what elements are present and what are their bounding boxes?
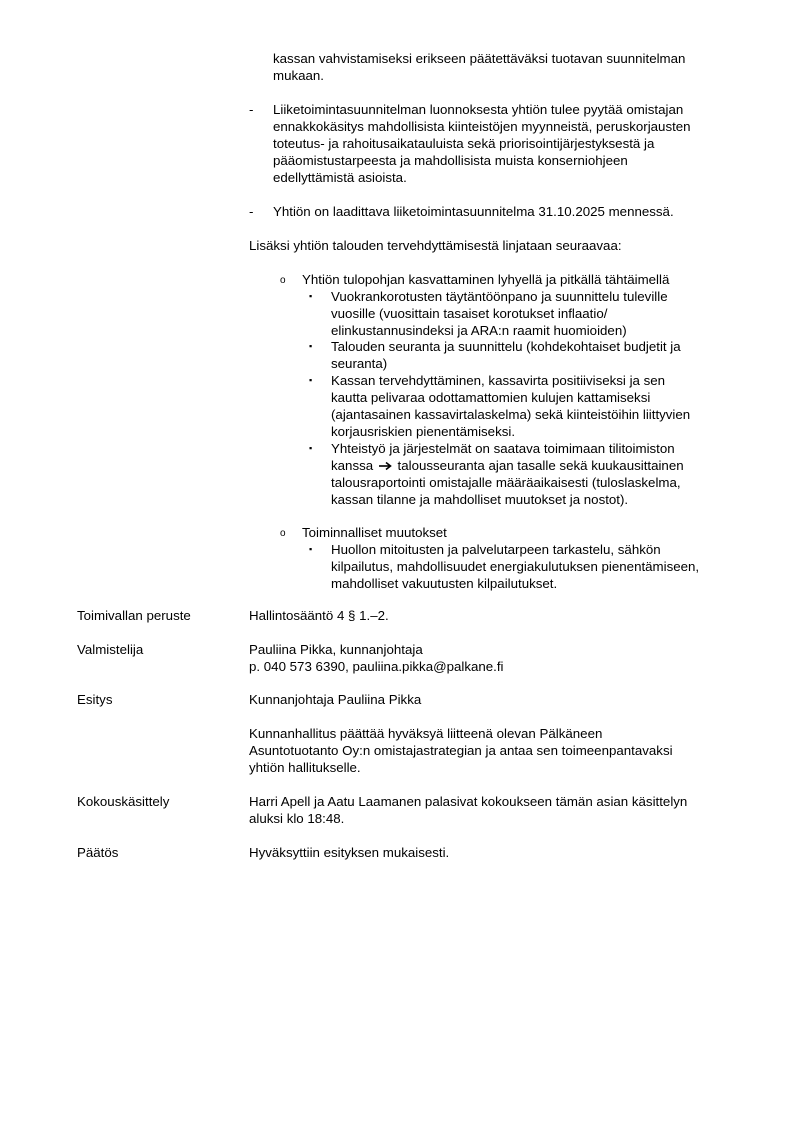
field-value-preparer (249, 641, 504, 675)
text-line: pääomistustarpeesta ja mahdollisista muista konserniohjeen (273, 153, 628, 168)
square-bullet-icon: ▪ (309, 544, 313, 554)
bullet-item (331, 288, 668, 339)
square-bullet-icon: ▪ (309, 375, 313, 385)
text-line: edellyttämistä asioista. (273, 170, 407, 185)
text-line: p. 040 573 6390, pauliina.pikka@palkane.fi (249, 659, 504, 674)
text-line: kautta pelivaraa odottamattomien kulujen kattamiseksi (331, 390, 651, 405)
text-line: elinkustannusindeksi ja ARA:n raamit huomioiden) (331, 323, 627, 338)
text-line: Asuntotuotanto Oy:n omistajastrategian ja antaa sen toimeenpantavaksi (249, 743, 673, 758)
bullet-item (331, 338, 681, 372)
field-value-decision (249, 844, 449, 861)
field-label-preparer: Valmistelija (77, 642, 144, 657)
text-line: Harri Apell ja Aatu Laamanen palasivat kokoukseen tämän asian käsittelyn (249, 794, 688, 809)
bullet-item (331, 541, 699, 592)
dash-marker: - (249, 204, 254, 219)
text-line: kassan vahvistamiseksi erikseen päätettäväksi tuotavan suunnitelman (273, 51, 686, 66)
text-line: korjausriskien pienentämiseksi. (331, 424, 516, 439)
text-line: Liiketoimintasuunnitelman luonnoksesta yhtiön tulee pyytää omistajan (273, 102, 684, 117)
square-bullet-icon: ▪ (309, 291, 313, 301)
text-line: Yhtiön on laadittava liiketoimintasuunnitelma 31.10.2025 mennessä. (273, 204, 674, 219)
text-line: toteutus- ja rahoitusaikatauluista sekä priorisointijärjestyksestä ja (273, 136, 655, 151)
text-fragment: talousseuranta ajan tasalle sekä kuukausittainen (397, 458, 684, 473)
text-line: Pauliina Pikka, kunnanjohtaja (249, 642, 423, 657)
text-line: seuranta) (331, 356, 388, 371)
field-value-authority (249, 607, 389, 624)
text-line: vuosille (vuosittain tasaiset korotukset inflaatio/ (331, 306, 608, 321)
right-arrow-icon (378, 461, 393, 471)
intro-paragraph: Lisäksi yhtiön talouden tervehdyttämisestä linjataan seuraavaa: (249, 238, 622, 253)
field-label-authority: Toimivallan peruste (77, 608, 191, 623)
field-value-proposal (249, 691, 421, 708)
text-line: Hallintosääntö 4 § 1.–2. (249, 608, 389, 623)
dash-item (273, 203, 674, 220)
text-line: Hyväksyttiin esityksen mukaisesti. (249, 845, 450, 860)
text-line: talousraportointi omistajalle määräaikaisesti (tuloslaskelma, (331, 475, 681, 490)
text-line: Huollon mitoitusten ja palvelutarpeen tarkastelu, sähkön (331, 542, 661, 557)
text-line: yhtiön hallitukselle. (249, 760, 361, 775)
section-title: Toiminnalliset muutokset (302, 525, 447, 540)
circle-marker: o (280, 275, 286, 286)
text-line: Talouden seuranta ja suunnittelu (kohdekohtaiset budjetit ja (331, 339, 681, 354)
field-label-proposal: Esitys (77, 692, 113, 707)
field-label-decision: Päätös (77, 845, 119, 860)
text-line: Kunnanjohtaja Pauliina Pikka (249, 692, 422, 707)
text-line: Kassan tervehdyttäminen, kassavirta positiiviseksi ja sen (331, 373, 666, 388)
circle-marker: o (280, 528, 286, 539)
text-line: kilpailutus, mahdollisuudet energiakulutuksen pienentämiseen, (331, 559, 700, 574)
field-label-meeting: Kokouskäsittely (77, 794, 170, 809)
square-bullet-icon: ▪ (309, 443, 313, 453)
text-line: kassan tilanne ja mahdolliset muutokset ja nostot). (331, 492, 629, 507)
text-line: Kunnanhallitus päättää hyväksyä liitteenä olevan Pälkäneen (249, 726, 603, 741)
field-value-meeting (249, 793, 687, 827)
text-line-with-arrow (331, 457, 684, 474)
text-line: Vuokrankorotusten täytäntöönpano ja suunnittelu tuleville (331, 289, 668, 304)
text-line: ennakkokäsitys mahdollisista kiinteistöjen myynneistä, peruskorjausten (273, 119, 691, 134)
text-fragment: kanssa (331, 458, 374, 473)
text-line: Yhteistyö ja järjestelmät on saatava toimimaan tilitoimiston (331, 441, 675, 456)
square-bullet-icon: ▪ (309, 341, 313, 351)
dash-marker: - (249, 102, 254, 117)
bullet-item (331, 372, 690, 440)
bullet-item (331, 440, 684, 508)
text-line: (ajantasainen kassavirtalaskelma) sekä kiinteistöihin liittyvien (331, 407, 691, 422)
section-title: Yhtiön tulopohjan kasvattaminen lyhyellä ja pitkällä tähtäimellä (302, 272, 670, 287)
continuation-text (273, 50, 685, 84)
text-line: mahdolliset vakuutusten kilpailutukset. (331, 576, 558, 591)
dash-item (273, 101, 691, 186)
text-line: aluksi klo 18:48. (249, 811, 345, 826)
text-line: mukaan. (273, 68, 324, 83)
proposal-text (249, 725, 673, 776)
